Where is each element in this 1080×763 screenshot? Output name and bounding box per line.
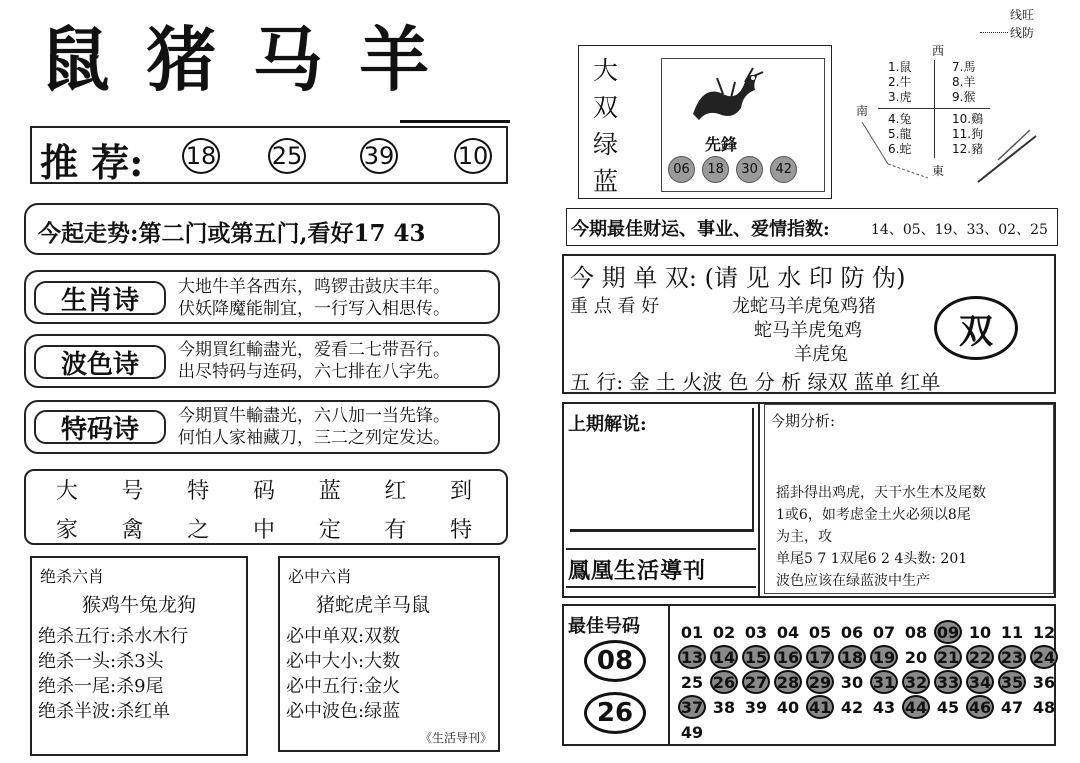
riddle-char: 有 xyxy=(384,518,407,543)
number-cell: 35 xyxy=(998,670,1026,694)
recommend-num-1: 18 xyxy=(182,138,220,174)
oddeven-stamp: 双 xyxy=(934,296,1018,360)
riddle-char: 大 xyxy=(55,479,78,504)
dragon-card xyxy=(578,45,832,199)
kill-lines xyxy=(38,624,188,724)
number-cell: 09 xyxy=(934,620,962,644)
analysis-line: 1或6，如考虑金土火必须以8尾 xyxy=(776,507,971,523)
number-cell: 17 xyxy=(806,645,834,669)
number-cell: 03 xyxy=(744,623,768,642)
number-cell: 27 xyxy=(742,670,770,694)
kill-panel xyxy=(30,556,248,756)
kill-animals: 猴鸡牛兔龙狗 xyxy=(82,594,197,616)
poem-special-line2: 何怕人家袖藏刀，三二之列定发达。 xyxy=(178,428,450,448)
recommend-label: 推 荐: xyxy=(40,140,144,185)
number-cell: 12 xyxy=(1032,623,1056,642)
zodiac-item: 1.鼠 xyxy=(888,60,912,74)
analysis-line: 为主，攻 xyxy=(776,529,832,545)
riddle-char: 定 xyxy=(318,518,341,543)
topright-label-1: 线旺 xyxy=(1010,8,1035,22)
number-cell: 05 xyxy=(808,623,832,642)
best-panel xyxy=(562,604,1056,746)
must-key: 必中大小: xyxy=(286,651,365,672)
oddeven-panel xyxy=(562,254,1056,394)
side-char: 绿 xyxy=(593,130,619,159)
number-cell: 47 xyxy=(1000,698,1024,717)
must-value: 金火 xyxy=(364,676,401,697)
number-cell: 30 xyxy=(840,673,864,692)
riddle-char: 到 xyxy=(450,479,473,504)
analysis-line: 单尾5 7 1双尾6 2 4头数: 201 xyxy=(776,551,968,567)
kill-key: 绝杀半波: xyxy=(38,701,117,722)
number-cell: 26 xyxy=(710,670,738,694)
number-cell: 40 xyxy=(776,698,800,717)
number-cell: 10 xyxy=(968,623,992,642)
analysis-line: 波色应该在绿蓝波中生产 xyxy=(776,573,930,589)
number-cell: 21 xyxy=(934,645,962,669)
number-cell: 18 xyxy=(838,645,866,669)
dragon-ball: 30 xyxy=(736,156,763,183)
must-title: 必中六肖 xyxy=(288,567,353,586)
must-animals: 猪蛇虎羊马鼠 xyxy=(316,594,431,616)
best-divider xyxy=(668,606,670,744)
oddeven-line-2: 蛇马羊虎兔鸡 xyxy=(754,320,862,341)
kill-key: 绝杀五行: xyxy=(38,626,117,647)
analysis-divider xyxy=(758,404,760,596)
zodiac-item: 11.狗 xyxy=(952,127,984,141)
dragon-icon xyxy=(683,64,767,128)
fortune-label: 今期最佳财运、事业、爱情指数: xyxy=(571,219,830,240)
must-footer: 《生活导刊》 xyxy=(419,731,492,745)
must-value: 大数 xyxy=(364,651,401,672)
kill-value: 杀水木行 xyxy=(116,626,189,647)
oddeven-wuxing: 五 行: 金 土 火波 色 分 析 绿双 蓝单 红单 xyxy=(570,370,941,394)
number-cell: 45 xyxy=(936,698,960,717)
analysis-panel xyxy=(562,402,1056,598)
number-cell: 20 xyxy=(904,648,928,667)
dragon-balls xyxy=(667,156,798,183)
number-cell: 04 xyxy=(776,623,800,642)
recommend-num-2: 25 xyxy=(268,138,306,174)
poem-color-label: 波色诗 xyxy=(34,345,166,379)
poem-color-line2: 出尽特码与连码，六七排在八字先。 xyxy=(178,362,450,382)
number-cell: 49 xyxy=(680,723,704,742)
number-cell: 39 xyxy=(744,698,768,717)
riddle-row-2 xyxy=(34,513,494,544)
zodiac-item: 4.兔 xyxy=(888,112,912,126)
zodiac-item: 7.馬 xyxy=(952,60,976,74)
riddle-char: 中 xyxy=(252,518,275,543)
recommend-panel xyxy=(30,126,508,184)
zodiac-item: 12.豬 xyxy=(952,142,984,156)
number-cell: 19 xyxy=(870,645,898,669)
number-cell: 23 xyxy=(998,645,1026,669)
number-cell: 37 xyxy=(678,695,706,719)
zodiac-item: 10.鷄 xyxy=(952,112,984,126)
must-key: 必中五行: xyxy=(286,676,365,697)
must-value: 绿蓝 xyxy=(364,701,401,722)
poem-zodiac-line1: 大地牛羊各西东，鸣锣击鼓庆丰年。 xyxy=(178,277,450,297)
zodiac-item: 9.猴 xyxy=(952,90,976,104)
riddle-char: 之 xyxy=(187,518,210,543)
compass-east: 東 xyxy=(932,164,945,178)
number-cell: 08 xyxy=(904,623,928,642)
side-char: 蓝 xyxy=(593,167,619,196)
riddle-char: 码 xyxy=(252,479,275,504)
number-cell: 28 xyxy=(774,670,802,694)
oddeven-focus-label: 重 点 看 好 xyxy=(570,296,660,317)
must-panel xyxy=(278,556,500,752)
kill-title: 绝杀六肖 xyxy=(40,567,105,586)
topright-dots xyxy=(980,32,1008,33)
number-cell: 14 xyxy=(710,645,738,669)
zodiac-item: 2.牛 xyxy=(888,75,912,89)
number-cell: 38 xyxy=(712,698,736,717)
zodiac-item: 3.虎 xyxy=(888,90,912,104)
number-cell: 41 xyxy=(806,695,834,719)
analysis-text xyxy=(776,482,986,592)
recommend-num-4: 10 xyxy=(454,138,492,174)
riddle-char: 特 xyxy=(450,518,473,543)
dragon-side-text xyxy=(593,52,618,200)
zodiac-item: 6.蛇 xyxy=(888,142,912,156)
dragon-caption: 先鋒 xyxy=(705,135,738,154)
number-cell: 31 xyxy=(870,670,898,694)
number-cell: 11 xyxy=(1000,623,1024,642)
trend-panel xyxy=(24,203,500,255)
analysis-line: 摇卦得出鸡虎，天干水生木及尾数 xyxy=(776,485,986,501)
kill-value: 杀红单 xyxy=(116,701,171,722)
number-cell: 29 xyxy=(806,670,834,694)
poem-zodiac-label: 生肖诗 xyxy=(34,281,166,315)
riddle-char: 红 xyxy=(384,479,407,504)
number-grid xyxy=(676,620,1060,745)
best-pick-1: 08 xyxy=(584,640,646,682)
best-label: 最佳号码 xyxy=(568,616,640,637)
compass-diagonals xyxy=(848,40,1048,200)
number-cell: 46 xyxy=(966,695,994,719)
kill-key: 绝杀一头: xyxy=(38,651,117,672)
this-period-label: 今期分析: xyxy=(770,412,836,430)
number-cell: 15 xyxy=(742,645,770,669)
number-cell: 16 xyxy=(774,645,802,669)
poem-special-label: 特码诗 xyxy=(34,410,166,444)
trend-text: 今起走势:第二门或第五门,看好17 43 xyxy=(38,220,426,247)
oddeven-line-1: 龙蛇马羊虎兔鸡猪 xyxy=(732,296,876,317)
side-char: 双 xyxy=(593,93,619,122)
number-cell: 22 xyxy=(966,645,994,669)
number-cell: 06 xyxy=(840,623,864,642)
number-cell: 48 xyxy=(1032,698,1056,717)
must-key: 必中单双: xyxy=(286,626,365,647)
must-value: 双数 xyxy=(364,626,401,647)
page-title: 鼠 猪 马 羊 xyxy=(40,18,436,101)
dragon-ball: 42 xyxy=(770,156,797,183)
riddle-char: 蓝 xyxy=(318,479,341,504)
kill-value: 杀9尾 xyxy=(116,676,164,697)
number-cell: 33 xyxy=(934,670,962,694)
brand-box xyxy=(566,548,756,588)
recommend-num-3: 39 xyxy=(360,138,398,174)
number-cell: 44 xyxy=(902,695,930,719)
brand-name: 鳳凰生活導刊 xyxy=(568,559,707,584)
oddeven-title: 今 期 单 双: (请 见 水 印 防 伪) xyxy=(570,264,906,292)
fortune-panel xyxy=(566,208,1058,246)
compass-diagram xyxy=(848,40,1048,200)
number-cell: 07 xyxy=(872,623,896,642)
poem-zodiac-line2: 伏妖降魔能制宜，一行写入相思传。 xyxy=(178,299,450,319)
number-cell: 01 xyxy=(680,623,704,642)
number-cell: 42 xyxy=(840,698,864,717)
number-cell: 32 xyxy=(902,670,930,694)
poem-special-line1: 今期買牛輸盡光，六八加一当先锋。 xyxy=(178,406,450,426)
last-period-box xyxy=(570,408,754,532)
dragon-ball: 18 xyxy=(702,156,729,183)
kill-value: 杀3头 xyxy=(116,651,164,672)
dragon-ball: 06 xyxy=(668,156,695,183)
number-cell: 25 xyxy=(680,673,704,692)
topright-label-2: 线防 xyxy=(1010,26,1035,40)
number-cell: 43 xyxy=(872,698,896,717)
kill-key: 绝杀一尾: xyxy=(38,676,117,697)
number-cell: 36 xyxy=(1032,673,1056,692)
riddle-char: 号 xyxy=(121,479,144,504)
zodiac-item: 5.龍 xyxy=(888,127,912,141)
side-char: 大 xyxy=(593,56,619,85)
riddle-row-1 xyxy=(34,474,494,505)
riddle-char: 家 xyxy=(55,518,78,543)
best-pick-2: 26 xyxy=(584,692,646,734)
must-lines xyxy=(286,624,400,724)
zodiac-item: 8.羊 xyxy=(952,75,976,89)
title-underline xyxy=(400,120,510,123)
poem-color-line1: 今期買红輸盡光，爱看二七带吾行。 xyxy=(178,340,450,360)
riddle-char: 禽 xyxy=(121,518,144,543)
compass-south: 南 xyxy=(856,104,869,118)
must-key: 必中波色: xyxy=(286,701,365,722)
riddle-char: 特 xyxy=(187,479,210,504)
compass-west: 西 xyxy=(932,44,945,58)
oddeven-line-3: 羊虎兔 xyxy=(794,344,848,365)
fortune-values: 14、05、19、33、02、25 xyxy=(871,222,1048,238)
number-cell: 02 xyxy=(712,623,736,642)
number-cell: 34 xyxy=(966,670,994,694)
number-cell: 13 xyxy=(678,645,706,669)
last-period-label: 上期解说: xyxy=(568,414,647,435)
number-cell: 24 xyxy=(1030,645,1058,669)
